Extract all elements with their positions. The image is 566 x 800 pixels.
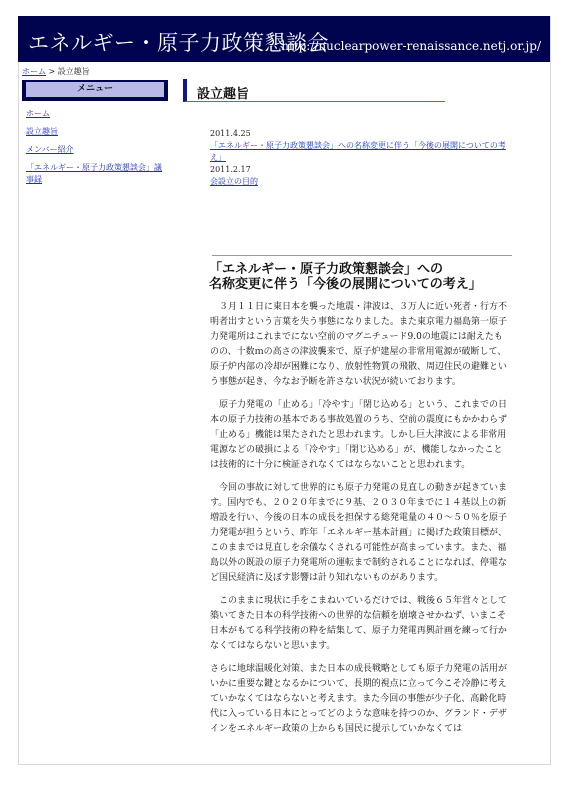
news-date: 2011.2.17 — [210, 165, 251, 174]
breadcrumb — [22, 66, 90, 77]
news-date: 2011.4.25 — [210, 129, 251, 138]
news-list — [210, 128, 510, 188]
sidebar-item-purpose[interactable]: 設立趣旨 — [26, 127, 58, 136]
article-body — [210, 300, 510, 745]
article-paragraph: さらに地球温暖化対策、また日本の成長戦略としても原子力発電の活用がいかに重要な鍵となるかについて、長期的視点に立って今こそ冷静に考えていかなくてはならないと考えます。また今回の事態が少子化、高齢化時代に入っている日本にとってどのような意味を持つのか、グランド・デザインをエネルギー政策の上からも国民に提示していかなくては — [210, 664, 508, 734]
article-paragraph: 原子力発電の「止める」「冷やす」「閉じ込める」という、これまでの日本の原子力技術の基本である事故処置のうち、空前の震度にもかかわらず「止める」機能は果たされたと思われます。しかし巨大津波による非常用電源などの破損による「冷やす」「閉じ込める」が、機能しなかったことは技術的に十分に検証されなくてはならないことと思われます。 — [210, 400, 508, 470]
sidebar-item-home[interactable]: ホーム — [26, 109, 50, 118]
site-title[interactable]: エネルギー・原子力政策懇談会 — [28, 31, 329, 55]
article-paragraph: 今回の事故に対して世界的にも原子力発電の見直しの動きが起きています。国内でも、２０２０年までに９基、２０３０年までに１４基以上の新増設を行い、今後の日本の成長を担保する総発電量の４０～５０％を原子力発電が担うという、昨年「エネルギー基本計画」に掲げた政策目標が、このままでは見直しを余儀なくされる可能性が高まっています。また、福島以外の既設の原子力発電所の運転まで制約されることになれば、停電など国民経済に及ぼす影響は計り知れないものがあります。 — [210, 483, 508, 583]
page-title: 設立趣旨 — [197, 87, 250, 102]
site-header — [18, 16, 550, 62]
sidebar-item-members[interactable]: メンバー紹介 — [26, 145, 74, 154]
site-url: http://nuclearpower-renaissance.netj.or.jp/ — [281, 39, 541, 53]
article-title — [209, 262, 509, 292]
menu-heading: メニュー — [26, 82, 164, 97]
article-paragraph: このままに現状に手をこまねいているだけでは、戦後６５年営々として築いてきた日本の科学技術への世界的な信頼を崩壊させかねず、いまこそ日本がもてる科学技術の粋を結集して、原子力発電再興計画を練って行かなくてはならないと思います。 — [210, 596, 508, 651]
sidebar-item-minutes[interactable]: 「エネルギー・原子力政策懇談会」議事録 — [26, 163, 162, 184]
sidebar-menu — [26, 108, 166, 192]
article-title-line1: 「エネルギー・原子力政策懇談会」への — [209, 262, 444, 277]
news-link-rename[interactable]: 「エネルギー・原子力政策懇談会」への名称変更に伴う「今後の展開についての考え」 — [210, 141, 506, 162]
section-divider — [212, 255, 512, 256]
news-link-purpose[interactable]: 会設立の目的 — [210, 177, 258, 186]
breadcrumb-current: 設立趣旨 — [57, 67, 90, 76]
article-paragraph: ３月１１日に東日本を襲った地震・津波は、３万人に近い死者・行方不明者出すという言葉を失う事態になりました。また東京電力福島第一原子力発電所はこれまでにない空前のマグニチュード9.0の地震には耐えたものの、十数ｍの高さの津波襲来で、原子炉建屋の非常用電源が破断して、原子炉内部の冷却が困難になり、放射性物質の飛散、周辺住民の避難という事態が起き、今なお予断を許さない状況が続いております。 — [210, 302, 508, 387]
breadcrumb-separator: > — [48, 67, 56, 76]
article-title-line2: 名称変更に伴う「今後の展開についての考え」 — [209, 277, 482, 292]
breadcrumb-home-link[interactable]: ホーム — [22, 67, 46, 76]
page-title-block — [183, 79, 445, 102]
